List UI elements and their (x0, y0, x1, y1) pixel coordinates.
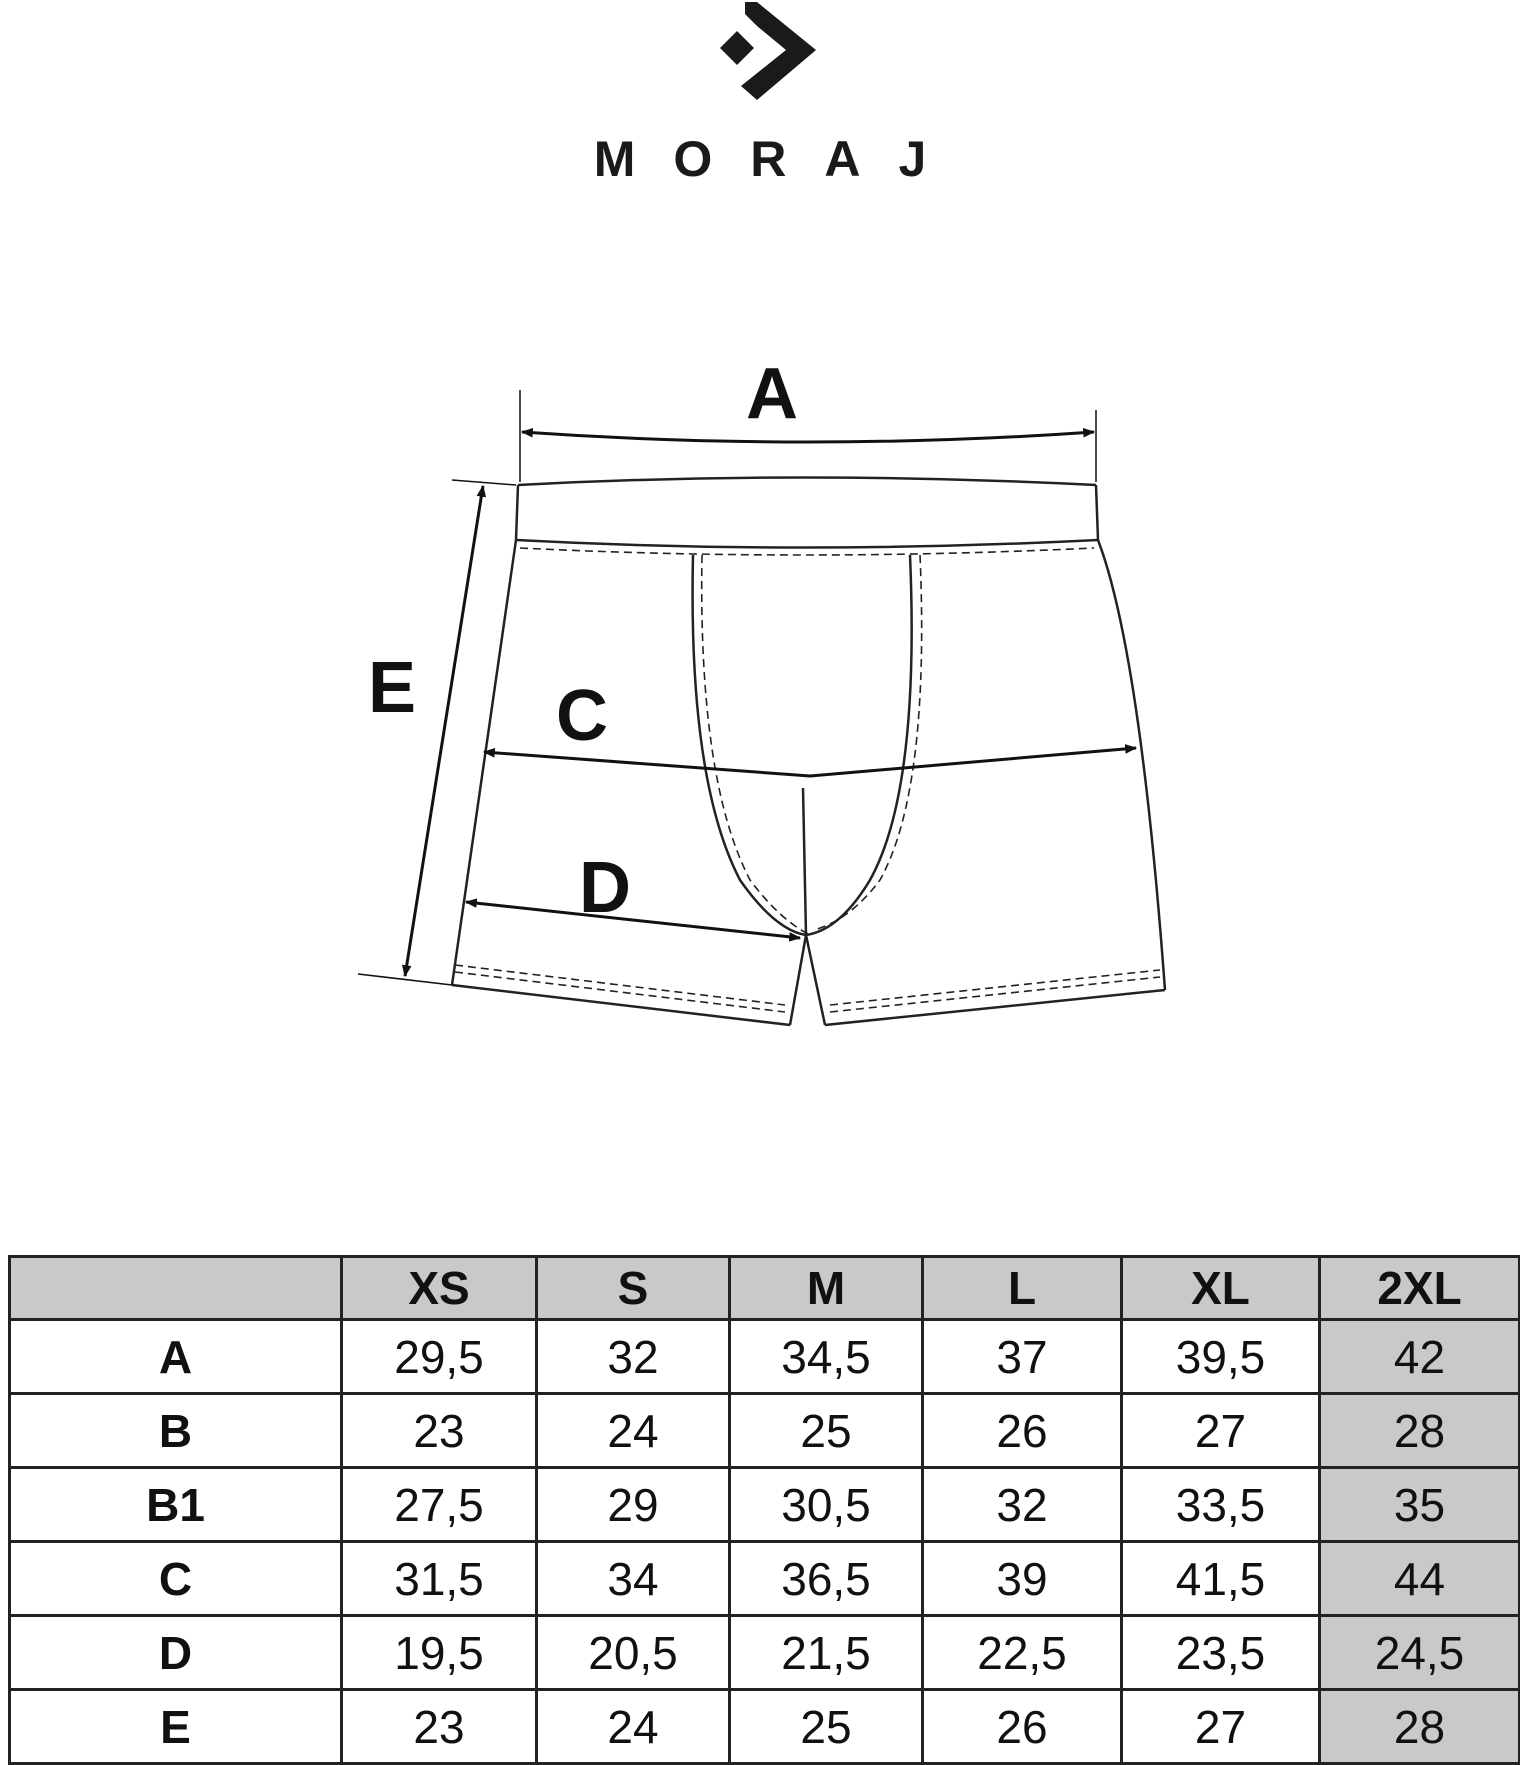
table-cell: 20,5 (537, 1616, 730, 1690)
table-cell: 23 (342, 1394, 537, 1468)
table-cell: 27 (1122, 1394, 1320, 1468)
table-cell: 25 (730, 1690, 923, 1764)
table-row (10, 1468, 1520, 1542)
table-cell-highlighted: 28 (1320, 1690, 1520, 1764)
size-header-l: L (923, 1257, 1122, 1320)
table-cell: 22,5 (923, 1616, 1122, 1690)
table-cell: 33,5 (1122, 1468, 1320, 1542)
table-cell: 39,5 (1122, 1320, 1320, 1394)
row-label: A (10, 1320, 342, 1394)
table-cell: 37 (923, 1320, 1122, 1394)
table-cell: 25 (730, 1394, 923, 1468)
brand-logo (0, 0, 1520, 200)
table-cell: 24 (537, 1394, 730, 1468)
table-cell: 23,5 (1122, 1616, 1320, 1690)
table-cell: 31,5 (342, 1542, 537, 1616)
dimension-label-e: E (367, 648, 417, 728)
measurement-lines (358, 390, 1136, 985)
table-cell: 36,5 (730, 1542, 923, 1616)
table-cell-highlighted: 44 (1320, 1542, 1520, 1616)
size-header-xs: XS (342, 1257, 537, 1320)
table-cell: 21,5 (730, 1616, 923, 1690)
table-cell: 32 (537, 1320, 730, 1394)
table-cell: 26 (923, 1394, 1122, 1468)
size-table (8, 1255, 1520, 1765)
table-row (10, 1394, 1520, 1468)
moraj-logo-icon (0, 0, 1520, 120)
row-label: D (10, 1616, 342, 1690)
row-label: B1 (10, 1468, 342, 1542)
table-row (10, 1616, 1520, 1690)
table-cell: 30,5 (730, 1468, 923, 1542)
size-header-m: M (730, 1257, 923, 1320)
size-header-row (10, 1257, 1520, 1320)
boxer-measurement-diagram (0, 340, 1520, 1060)
dimension-label-d: D (579, 848, 631, 928)
table-cell: 34 (537, 1542, 730, 1616)
table-cell: 34,5 (730, 1320, 923, 1394)
corner-cell (10, 1257, 342, 1320)
table-row (10, 1542, 1520, 1616)
table-cell: 27,5 (342, 1468, 537, 1542)
row-label: C (10, 1542, 342, 1616)
table-cell: 29,5 (342, 1320, 537, 1394)
table-cell: 32 (923, 1468, 1122, 1542)
table-row (10, 1690, 1520, 1764)
table-cell: 27 (1122, 1690, 1320, 1764)
table-cell: 26 (923, 1690, 1122, 1764)
dimension-label-c: C (556, 676, 608, 756)
table-cell: 29 (537, 1468, 730, 1542)
row-label: B (10, 1394, 342, 1468)
size-header-s: S (537, 1257, 730, 1320)
table-cell: 39 (923, 1542, 1122, 1616)
table-row (10, 1320, 1520, 1394)
brand-name: MORAJ (593, 131, 965, 187)
table-cell-highlighted: 42 (1320, 1320, 1520, 1394)
size-header-xl: XL (1122, 1257, 1320, 1320)
table-cell: 41,5 (1122, 1542, 1320, 1616)
table-cell: 24 (537, 1690, 730, 1764)
dimension-label-a: A (746, 354, 798, 434)
table-cell-highlighted: 28 (1320, 1394, 1520, 1468)
table-cell: 23 (342, 1690, 537, 1764)
table-cell-highlighted: 35 (1320, 1468, 1520, 1542)
size-header-2xl: 2XL (1320, 1257, 1520, 1320)
table-cell: 19,5 (342, 1616, 537, 1690)
table-cell-highlighted: 24,5 (1320, 1616, 1520, 1690)
row-label: E (10, 1690, 342, 1764)
